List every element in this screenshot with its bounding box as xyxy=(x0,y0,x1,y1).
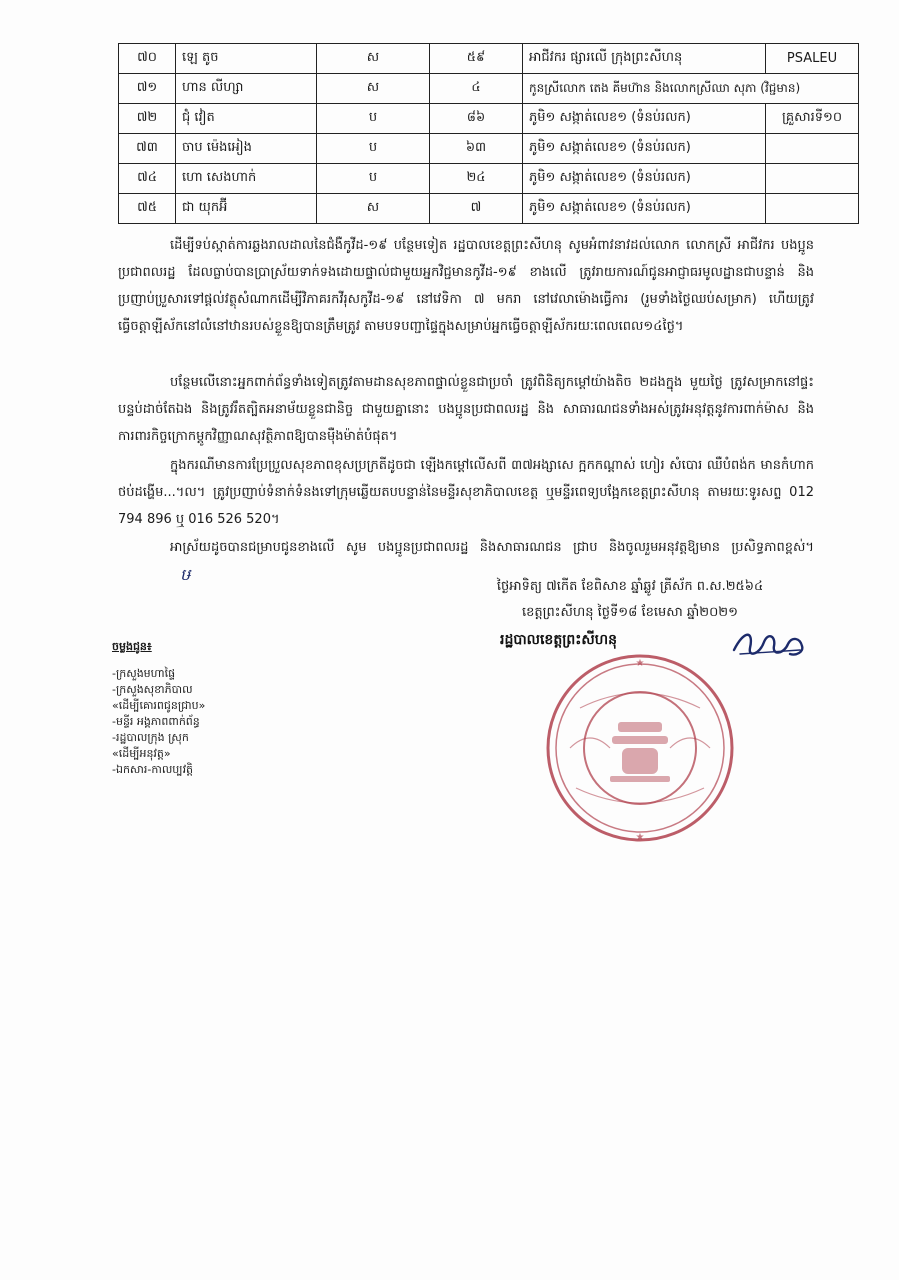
solar-date: ខេត្តព្រះសីហនុ ថ្ងៃទី១៨ ខែមេសា ឆ្នាំ២០២១ xyxy=(522,605,738,620)
table-row xyxy=(119,44,859,74)
person-name: ហោ សេងហាក់ xyxy=(176,164,317,194)
copy-to-item: -ក្រសួងមហាផ្ទៃ xyxy=(112,667,176,680)
copy-to-heading: ចម្លងជូន៖ xyxy=(112,640,152,653)
person-address: ភូមិ១ សង្កាត់លេខ១ (ទំនប់រលក) xyxy=(523,134,766,164)
person-age: ៦៣ xyxy=(430,134,523,164)
table-row xyxy=(119,104,859,134)
person-sex: ស xyxy=(317,44,430,74)
signature-scribble xyxy=(730,624,810,664)
closing-text: អាស្រ័យដូចបានជម្រាបជូនខាងលើ សូម បងប្អូនប្រជាពលរដ្ឋ និងសាធារណជន ជ្រាប និងចូលរួមអនុវត្តឱ្យមាន ប្រសិទ្ធភាពខ្ពស់។ xyxy=(170,540,814,555)
row-number: ៧០ xyxy=(119,44,176,74)
paragraph-monitoring: បន្ថែមលើនោះអ្នកពាក់ព័ន្ធទាំងទៀតត្រូវតាមដានសុខភាពផ្ទាល់ខ្លួនជាប្រចាំ ត្រូវពិនិត្យកម្តៅយ៉ាងតិច ២ដងក្នុង មួយថ្ងៃ ត្រូវសម្រាកនៅផ្ទះបន្ទប់ដាច់តែឯង និងត្រូវរឹតត្បិតអនាម័យខ្លួនជានិច្ច ជាមួយគ្នានោះ បងប្អូនប្រជាពលរដ្ឋ និង សាធារណជនទាំងអស់ត្រូវអនុវត្តនូវការពាក់ម៉ាស និងការពារកិច្ចក្រោកម្តូកវិញ្ញាណសុវត្ថិភាពឱ្យបានម៉ឺងម៉ាត់បំផុត។ xyxy=(118,375,814,444)
copy-to-list xyxy=(112,628,205,778)
lunar-date: ថ្ងៃអាទិត្យ ៧កើត ខែពិសាខ ឆ្នាំឆ្លូវ ត្រីស័ក ព.ស.២៥៦៤ xyxy=(496,579,764,594)
person-address: អាជីវករ ផ្សារលើ ក្រុងព្រះសីហនុ xyxy=(523,44,766,74)
row-number: ៧៥ xyxy=(119,194,176,224)
person-age: ២៤ xyxy=(430,164,523,194)
row-number: ៧១ xyxy=(119,74,176,104)
person-sex: ប xyxy=(317,164,430,194)
table-row xyxy=(119,74,859,104)
table-row xyxy=(119,164,859,194)
row-note: PSALEU xyxy=(766,44,859,74)
person-sex: ប xyxy=(317,104,430,134)
person-address: ភូមិ១ សង្កាត់លេខ១ (ទំនប់រលក) xyxy=(523,104,766,134)
case-list-table xyxy=(118,43,859,224)
row-note xyxy=(766,134,859,164)
person-address: ភូមិ១ សង្កាត់លេខ១ (ទំនប់រលក) xyxy=(523,164,766,194)
svg-text:★: ★ xyxy=(635,658,645,669)
person-name: ជុំ វៀត xyxy=(176,104,317,134)
person-sex: ស xyxy=(317,74,430,104)
svg-text:★: ★ xyxy=(635,832,645,843)
table-row xyxy=(119,194,859,224)
signing-authority: រដ្ឋបាលខេត្តព្រះសីហនុ xyxy=(500,632,617,648)
person-sex: ស xyxy=(317,194,430,224)
copy-to-item: «ដើម្បីអនុវត្ត» xyxy=(112,747,171,760)
row-note xyxy=(766,194,859,224)
row-note: គ្រួសារទី១០ xyxy=(766,104,859,134)
copy-to-item: -ឯកសារ-កាលប្បវត្តិ xyxy=(112,763,194,776)
row-note xyxy=(766,164,859,194)
person-name: ហាន លីហ្សា xyxy=(176,74,317,104)
paragraph-symptoms: ក្នុងករណីមានការប្រែប្រួលសុខភាពខុសប្រក្រតីដូចជា ឡើងកម្តៅលើសពី ៣៧អង្សាសេ ក្អកកណ្តាស់ ហៀរ សំបោរ ឈឺបំពង់ក មានកំហាក ថប់ដង្ហើម...។ល។ ត្រូវប្រញាប់ទំនាក់ទំនងទៅក្រុមឆ្លើយតបបន្ទាន់នៃមន្ទីរសុខាភិបាលខេត្ត ឬមន្ទីរពេទ្យបង្អែកខេត្តព្រះសីហនុ តាមរយៈទូរសព្ទ 012 794 896 ឬ 016 526 520។ xyxy=(118,458,814,527)
copy-to-item: «ដើម្បីគោរពជូនជ្រាប» xyxy=(112,699,206,712)
row-number: ៧៣ xyxy=(119,134,176,164)
person-name: ជា យុកអ៊ី xyxy=(176,194,317,224)
person-address: កូនស្រីលោក តេង គីមហ៊ាន និងលោកស្រីឈា សុភា (វិជ្ជមាន) xyxy=(523,74,859,104)
copy-to-item: -រដ្ឋបាលក្រុង ស្រុក xyxy=(112,731,189,744)
copy-to-item: -ក្រសួងសុខាភិបាល xyxy=(112,683,193,696)
person-age: ៥៩ xyxy=(430,44,523,74)
person-age: ៤ xyxy=(430,74,523,104)
person-name: ចាប ម៉េងអៀង xyxy=(176,134,317,164)
table-row xyxy=(119,134,859,164)
person-sex: ប xyxy=(317,134,430,164)
copy-to-item: -មន្ទីរ អង្គភាពពាក់ព័ន្ធ xyxy=(112,715,200,728)
person-address: ភូមិ១ សង្កាត់លេខ១ (ទំនប់រលក) xyxy=(523,194,766,224)
paragraph-appeal: ដើម្បីទប់ស្កាត់ការឆ្លងរាលដាលនៃជំងឺកូវីដ-១៩ បន្ថែមទៀត រដ្ឋបាលខេត្តព្រះសីហនុ សូមអំពាវនាវដល់លោក លោកស្រី អាជីវករ បងប្អូនប្រជាពលរដ្ឋ ដែលធ្លាប់បានប្រាស្រ័យទាក់ទងដោយផ្ទាល់ជាមួយអ្នកវិជ្ជមានកូវីដ-១៩ ខាងលើ ត្រូវរាយការណ៍ជូនអាជ្ញាធរមូលដ្ឋានជាបន្ទាន់ និងប្រញាប់ប្រួសារទៅផ្តល់វត្ថុសំណាកដើម្បីវិភាគរកវីរុសកូវីដ-១៩ នៅវេទិកា ៧ មករា នៅវេលាម៉ោងធ្វើការ (រួមទាំងថ្ងៃឈប់សម្រាក) ហើយត្រូវធ្វើចត្តាឡីស័កនៅលំនៅឋានរបស់ខ្លួនឱ្យបានត្រឹមត្រូវ តាមបទបញ្ជាផ្ទៃក្នុងសម្រាប់អ្នកធ្វើចត្តាឡីស័ករយៈពេលពេល១៤ថ្ងៃ។ xyxy=(118,238,814,334)
person-name: ឡេ តូច xyxy=(176,44,317,74)
official-seal xyxy=(540,648,740,848)
person-age: ៨៦ xyxy=(430,104,523,134)
handwritten-initial: ឞ xyxy=(180,565,191,584)
row-number: ៧៤ xyxy=(119,164,176,194)
row-number: ៧២ xyxy=(119,104,176,134)
person-age: ៧ xyxy=(430,194,523,224)
